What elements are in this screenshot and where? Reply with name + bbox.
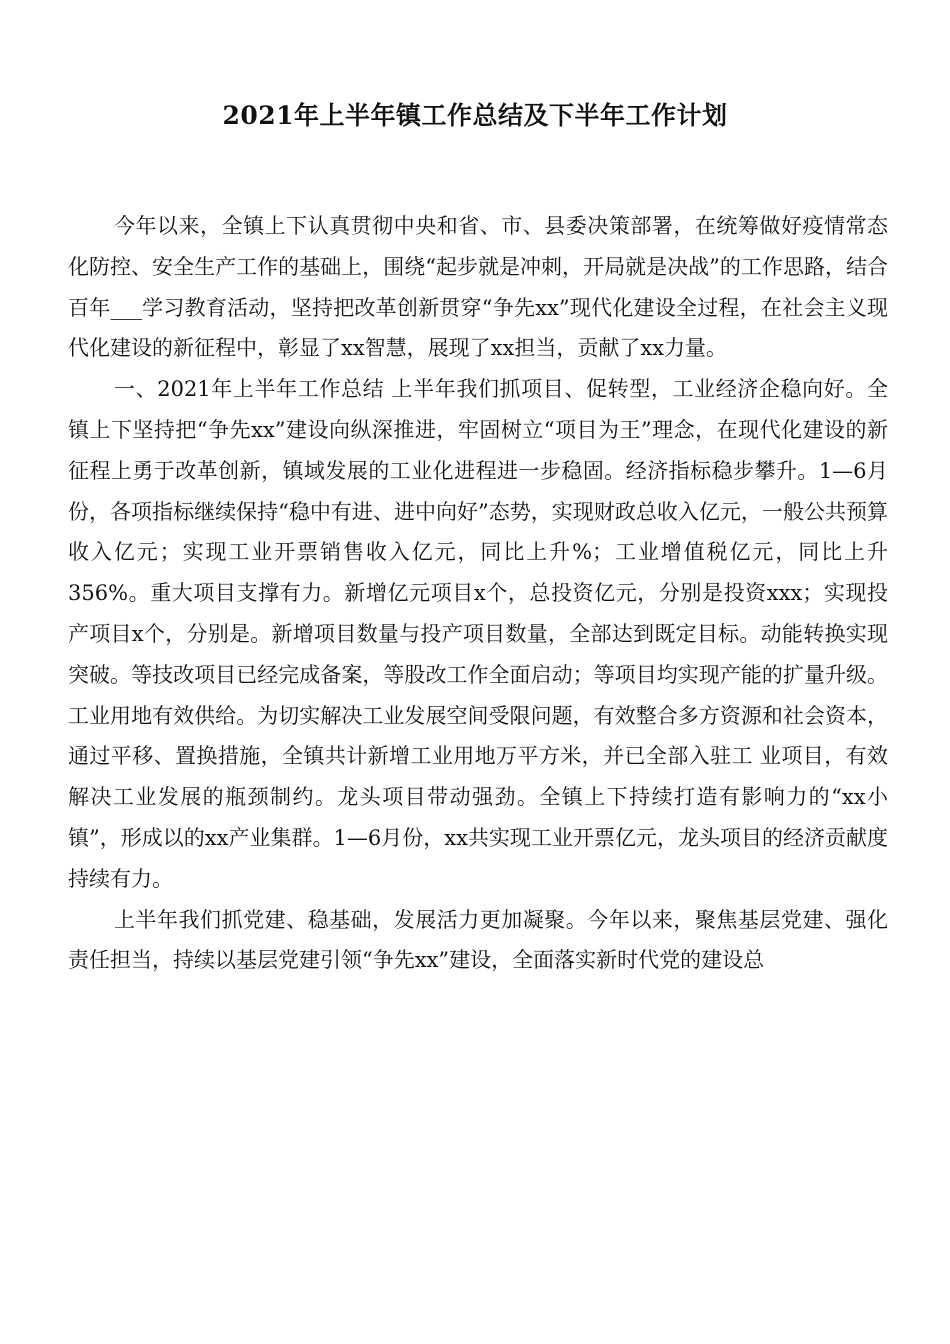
paragraph-intro: 今年以来，全镇上下认真贯彻中央和省、市、县委决策部署，在统筹做好疫情常态化防控、安全生产工作的基础上，围绕“起步就是冲刺，开局就是决战”的工作思路，结合百年___学习教育活动，坚持把改革创新贯穿“争先xx”现代化建设全过程，在社会主义现代化建设的新征程中，彰显了xx智慧，展现了xx担当，贡献了xx力量。 <box>68 214 888 361</box>
paragraph-party-building: 上半年我们抓党建、稳基础，发展活力更加凝聚。今年以来，聚焦基层党建、强化责任担当，持续以基层党建引领“争先xx”建设，全面落实新时代党的建设总 <box>68 907 888 973</box>
paragraph-first-half-summary: 一、2021年上半年工作总结 上半年我们抓项目、促转型，工业经济企稳向好。全镇上下坚持把“争先xx”建设向纵深推进，牢固树立“项目为王”理念，在现代化建设的新征程上勇于改革创新，镇域发展的工业化进程进一步稳固。经济指标稳步攀升。1—6月份，各项指标继续保持“稳中有进、进中向好”态势，实现财政总收入亿元，一般公共预算收入亿元；实现工业开票销售收入亿元，同比上升%；工业增值税亿元，同比上升356%。重大项目支撑有力。新增亿元项目x个，总投资亿元，分别是投资xxx；实现投产项目x个，分别是。新增项目数量与投产项目数量，全部达到既定目标。动能转换实现突破。等技改项目已经完成备案，等股改工作全面启动；等项目均实现产能的扩量升级。工业用地有效供给。为切实解决工业发展空间受限问题，有效整合多方资源和社会资本，通过平移、置换措施，全镇共计新增工业用地万平方米，并已全部入驻工 业项目，有效解决工业发展的瓶颈制约。龙头项目带动强劲。全镇上下持续打造有影响力的“xx小镇”，形成以的xx产业集群。1—6月份，xx共实现工业开票亿元，龙头项目的经济贡献度持续有力。 <box>68 377 888 891</box>
document-body <box>68 206 888 981</box>
document-title: 2021年上半年镇工作总结及下半年工作计划 <box>222 101 728 130</box>
